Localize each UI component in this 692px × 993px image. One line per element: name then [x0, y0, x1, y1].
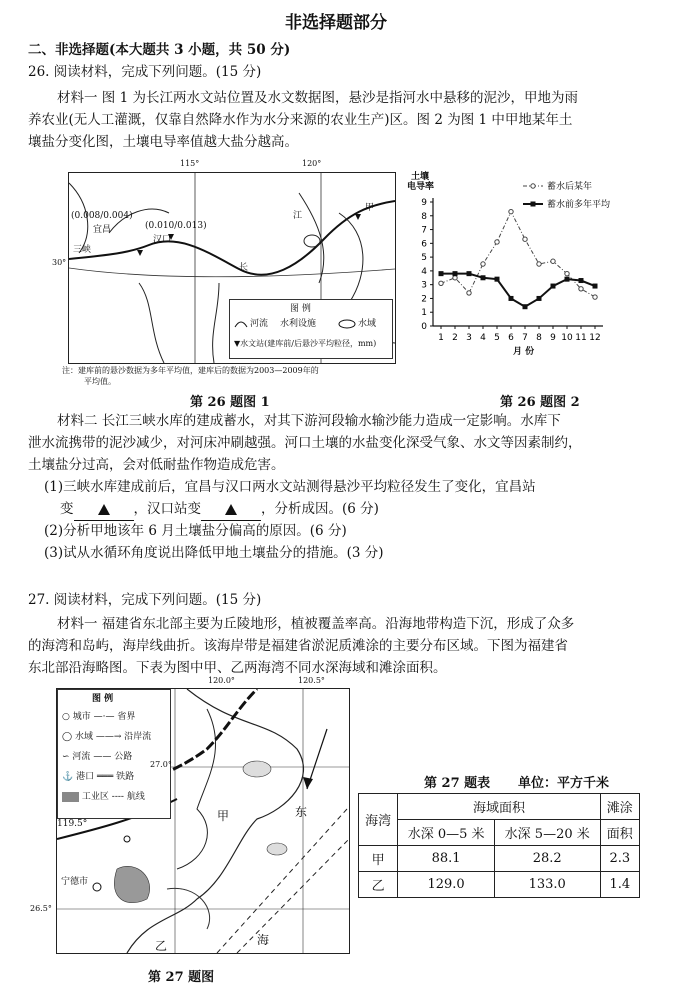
- data-point: [495, 240, 499, 244]
- jia-bay-label: 甲: [217, 809, 230, 823]
- table-cell-d1: 129.0: [398, 872, 494, 898]
- table-cell-d2: 133.0: [494, 872, 600, 898]
- table-cell-bay: 甲: [359, 846, 398, 872]
- x-tick-label: 12: [589, 333, 601, 343]
- table-row: [359, 846, 640, 872]
- legend-water27: 水域: [74, 732, 93, 742]
- anchor-icon: ⚓: [62, 772, 74, 782]
- q26-material1-line1: 材料一 图 1 为长江两水文站位置及水文数据图，悬沙是指河水中悬移的泥沙，甲地为雨: [57, 90, 578, 106]
- lon-120-5-label: 120.5°: [298, 676, 325, 685]
- q26-sub2: (2)分析甲地该年 6 月土壤盐分偏高的原因。(6 分): [44, 523, 347, 539]
- fig26-1-legend: [229, 299, 393, 359]
- data-point: [551, 259, 555, 263]
- table-cell-bay: 乙: [359, 872, 398, 898]
- table-row: [359, 872, 640, 898]
- legend-road: 公路: [114, 752, 133, 762]
- chang-label: 长: [239, 263, 249, 273]
- fig26-1-frame: [68, 172, 396, 364]
- table-cell-tide: 2.3: [600, 846, 639, 872]
- table27: [358, 793, 640, 898]
- legend-dam: 水利设施: [280, 319, 317, 329]
- x-tick-label: 11: [575, 333, 587, 343]
- fig26-1-map: [52, 159, 396, 390]
- fig27-frame: [56, 688, 350, 954]
- table-cell-d2: 28.2: [494, 846, 600, 872]
- hankou-label: 汉口: [153, 235, 172, 245]
- legend-river: 河流: [250, 319, 269, 329]
- fig26-1-note-line1: 注：建库前的悬沙数据为多年平均值，建库后的数据为2003—2009年的: [62, 366, 319, 375]
- table27-title: 第 27 题表: [424, 776, 491, 791]
- triangle-icon: [98, 504, 110, 515]
- q26-sub3: (3)试从水循环角度说出降低甲地土壤盐分的措施。(3 分): [44, 545, 384, 561]
- legend-marker: [531, 184, 535, 188]
- ningde-label: 宁德市: [61, 877, 89, 887]
- chart-ylabel-line2: 电导率: [407, 182, 435, 192]
- data-point: [509, 296, 514, 301]
- q27-heading: 27. 阅读材料，完成下列问题。(15 分): [28, 592, 262, 608]
- legend-port: 港口: [76, 772, 95, 782]
- fig26-2-chart: [405, 162, 685, 362]
- legend-row-city: [62, 712, 135, 723]
- q26-material2-line3: 土壤盐分过高，会对低耐盐作物造成危害。: [28, 457, 285, 473]
- legend-water: 水域: [358, 319, 377, 329]
- legend-marker: [531, 202, 536, 207]
- data-point: [439, 271, 444, 276]
- legend-station: ▼水文站(建库前/后悬沙平均粒径，mm): [234, 339, 377, 348]
- table-header-bay: 海湾: [359, 794, 398, 846]
- table-cell-d1: 88.1: [398, 846, 494, 872]
- y-tick-label: 0: [421, 322, 427, 332]
- y-tick-label: 2: [421, 294, 427, 305]
- lat-119-5-label: 119.5°: [57, 819, 88, 829]
- data-point: [509, 209, 513, 213]
- river-icon: ∽: [62, 752, 70, 762]
- border-icon: —·—: [93, 712, 115, 722]
- x-tick-label: 7: [522, 333, 528, 343]
- data-point: [495, 277, 500, 282]
- table-header-tide: 滩涂: [600, 794, 639, 820]
- y-tick-label: 8: [421, 211, 427, 222]
- q27-material1-line2: 的海湾和岛屿，海岸线曲折。该海岸带是福建省淤泥质滩涂的主要分布区域。下图为福建省: [28, 638, 568, 654]
- x-tick-label: 3: [466, 333, 472, 343]
- x-tick-label: 8: [536, 333, 542, 343]
- q26-sub1-text-a: 变: [60, 501, 74, 517]
- jiang-label: 江: [293, 211, 303, 221]
- legend-row-industry: [62, 792, 145, 803]
- legend-label: 蓄水前多年平均: [547, 200, 611, 210]
- legend-current: 沿岸流: [124, 732, 152, 742]
- legend-route: 航线: [126, 792, 145, 802]
- q26-material1-line2: 养农业(无人工灌溉，仅靠自然降水作为水分来源的农业生产)区。图 2 为图 1 中甲地某年土: [28, 112, 573, 128]
- jia-label-fig26: 甲: [365, 203, 375, 213]
- route-icon: ----: [111, 792, 124, 802]
- x-tick-label: 9: [550, 333, 556, 343]
- lat-27-label: 27.0°: [150, 760, 172, 769]
- data-point: [565, 277, 570, 282]
- x-tick-label: 4: [480, 333, 486, 343]
- industry-icon: ■■: [62, 792, 80, 802]
- legend-river27: 河流: [72, 752, 91, 762]
- q26-sub1-line2: [60, 499, 379, 521]
- x-tick-label: 5: [494, 333, 500, 343]
- x-tick-label: 10: [561, 333, 573, 343]
- fig27-legend: [57, 689, 171, 819]
- hankou-value: (0.010/0.013): [145, 221, 207, 231]
- data-point: [467, 291, 471, 295]
- current-icon: ——→: [95, 732, 122, 742]
- hai-label: 海: [257, 933, 270, 947]
- chart26-svg: [405, 162, 685, 362]
- data-point: [439, 281, 443, 285]
- legend-industry: 工业区: [81, 792, 109, 802]
- series-line: [441, 212, 595, 297]
- y-tick-label: 3: [421, 280, 427, 291]
- q26-heading: 26. 阅读材料，完成下列问题。(15 分): [28, 64, 262, 80]
- fig27-caption: 第 27 题图: [148, 970, 215, 985]
- yi-bay-label: 乙: [155, 939, 168, 953]
- legend-row-port: [62, 772, 134, 783]
- x-tick-label: 6: [508, 333, 514, 343]
- data-point: [481, 262, 485, 266]
- table27-unit: 单位：平方千米: [518, 776, 610, 791]
- y-tick-label: 7: [421, 225, 427, 236]
- city-icon: ○: [62, 712, 70, 722]
- q27-material1-line3: 东北部沿海略图。下表为图中甲、乙两海湾不同水深海域和滩涂面积。: [28, 660, 447, 676]
- data-point: [551, 284, 556, 289]
- fig26-1-caption: 第 26 题图 1: [190, 395, 270, 410]
- q26-sub1-text-c: ，分析成因。(6 分): [261, 501, 379, 517]
- data-point: [523, 237, 527, 241]
- railway-icon: ═══: [96, 772, 114, 782]
- legend-city: 城市: [72, 712, 91, 722]
- y-tick-label: 9: [421, 198, 427, 208]
- fig26-2-caption: 第 26 题图 2: [500, 395, 580, 410]
- data-point: [453, 276, 457, 280]
- river-icon: [234, 319, 248, 329]
- chart-ylabel-line1: 土壤: [411, 172, 430, 182]
- legend-border: 省界: [117, 712, 136, 722]
- table-header-depth2: 水深 5—20 米: [494, 820, 600, 846]
- table-cell-tide: 1.4: [600, 872, 639, 898]
- y-tick-label: 4: [421, 266, 427, 277]
- q26-sub1-text-b: ，汉口站变: [133, 501, 201, 517]
- sanxia-label: 三峡: [73, 245, 92, 255]
- lat-30-label: 30°: [52, 258, 67, 267]
- data-point: [523, 304, 528, 309]
- x-tick-label: 1: [438, 333, 444, 343]
- lon-115-label: 115°: [180, 159, 200, 168]
- answer-blank-hankou[interactable]: [201, 499, 261, 521]
- legend-rail: 铁路: [116, 772, 135, 782]
- data-point: [453, 271, 458, 276]
- fig27-legend-title: 图 例: [92, 694, 114, 704]
- data-point: [579, 287, 583, 291]
- page-title: 非选择题部分: [285, 13, 387, 33]
- q26-material2-line1: 材料二 长江三峡水库的建成蓄水，对其下游河段输水输沙能力造成一定影响。水库下: [57, 413, 561, 429]
- data-point: [481, 275, 486, 280]
- q26-sub1-line1: (1)三峡水库建成前后，宜昌与汉口两水文站测得悬沙平均粒径发生了变化，宜昌站: [44, 479, 536, 495]
- y-tick-label: 5: [421, 253, 427, 264]
- dong-label: 东: [295, 805, 308, 819]
- table-header-tide2: 面积: [600, 820, 639, 846]
- yichang-value: (0.008/0.004): [71, 211, 133, 221]
- yichang-label: 宜昌: [93, 225, 112, 235]
- table-header-sea: 海域面积: [398, 794, 600, 820]
- fig26-1-note-line2: 平均值。: [84, 377, 116, 386]
- data-point: [537, 262, 541, 266]
- legend-label: 蓄水后某年: [547, 182, 593, 192]
- water-body-icon: [338, 319, 356, 329]
- road-icon: ——: [93, 752, 112, 762]
- data-point: [593, 295, 597, 299]
- legend-title: 图 例: [290, 304, 311, 314]
- y-tick-label: 6: [421, 239, 427, 250]
- lon-120-0-label: 120.0°: [208, 676, 235, 685]
- triangle-icon: [225, 504, 237, 515]
- section-heading: 二、非选择题(本大题共 3 小题，共 50 分): [28, 42, 291, 58]
- chart-xlabel: 月 份: [513, 347, 535, 357]
- legend-row-river: [62, 752, 132, 763]
- q27-material1-line1: 材料一 福建省东北部主要为丘陵地形，植被覆盖率高。沿海地带构造下沉，形成了众多: [57, 616, 575, 632]
- lat-26-5-label: 26.5°: [30, 904, 52, 913]
- y-tick-label: 1: [421, 308, 427, 319]
- data-point: [565, 271, 569, 275]
- water-icon: ◯: [62, 732, 73, 742]
- fig27-map: [30, 676, 350, 986]
- table-header-depth1: 水深 0—5 米: [398, 820, 494, 846]
- legend-row-water: [62, 732, 151, 743]
- lon-120-label: 120°: [302, 159, 322, 168]
- data-point: [593, 284, 598, 289]
- data-point: [537, 296, 542, 301]
- data-point: [467, 271, 472, 276]
- data-point: [579, 278, 584, 283]
- q26-material2-line2: 泄水流携带的泥沙减少，对河床冲刷越强。河口土壤的水盐变化深受气象、水文等因素制约，: [28, 435, 582, 451]
- answer-blank-yichang[interactable]: [74, 499, 134, 521]
- q26-material1-line3: 壤盐分变化图，土壤电导率值越大盐分越高。: [28, 134, 298, 150]
- x-tick-label: 2: [452, 333, 458, 343]
